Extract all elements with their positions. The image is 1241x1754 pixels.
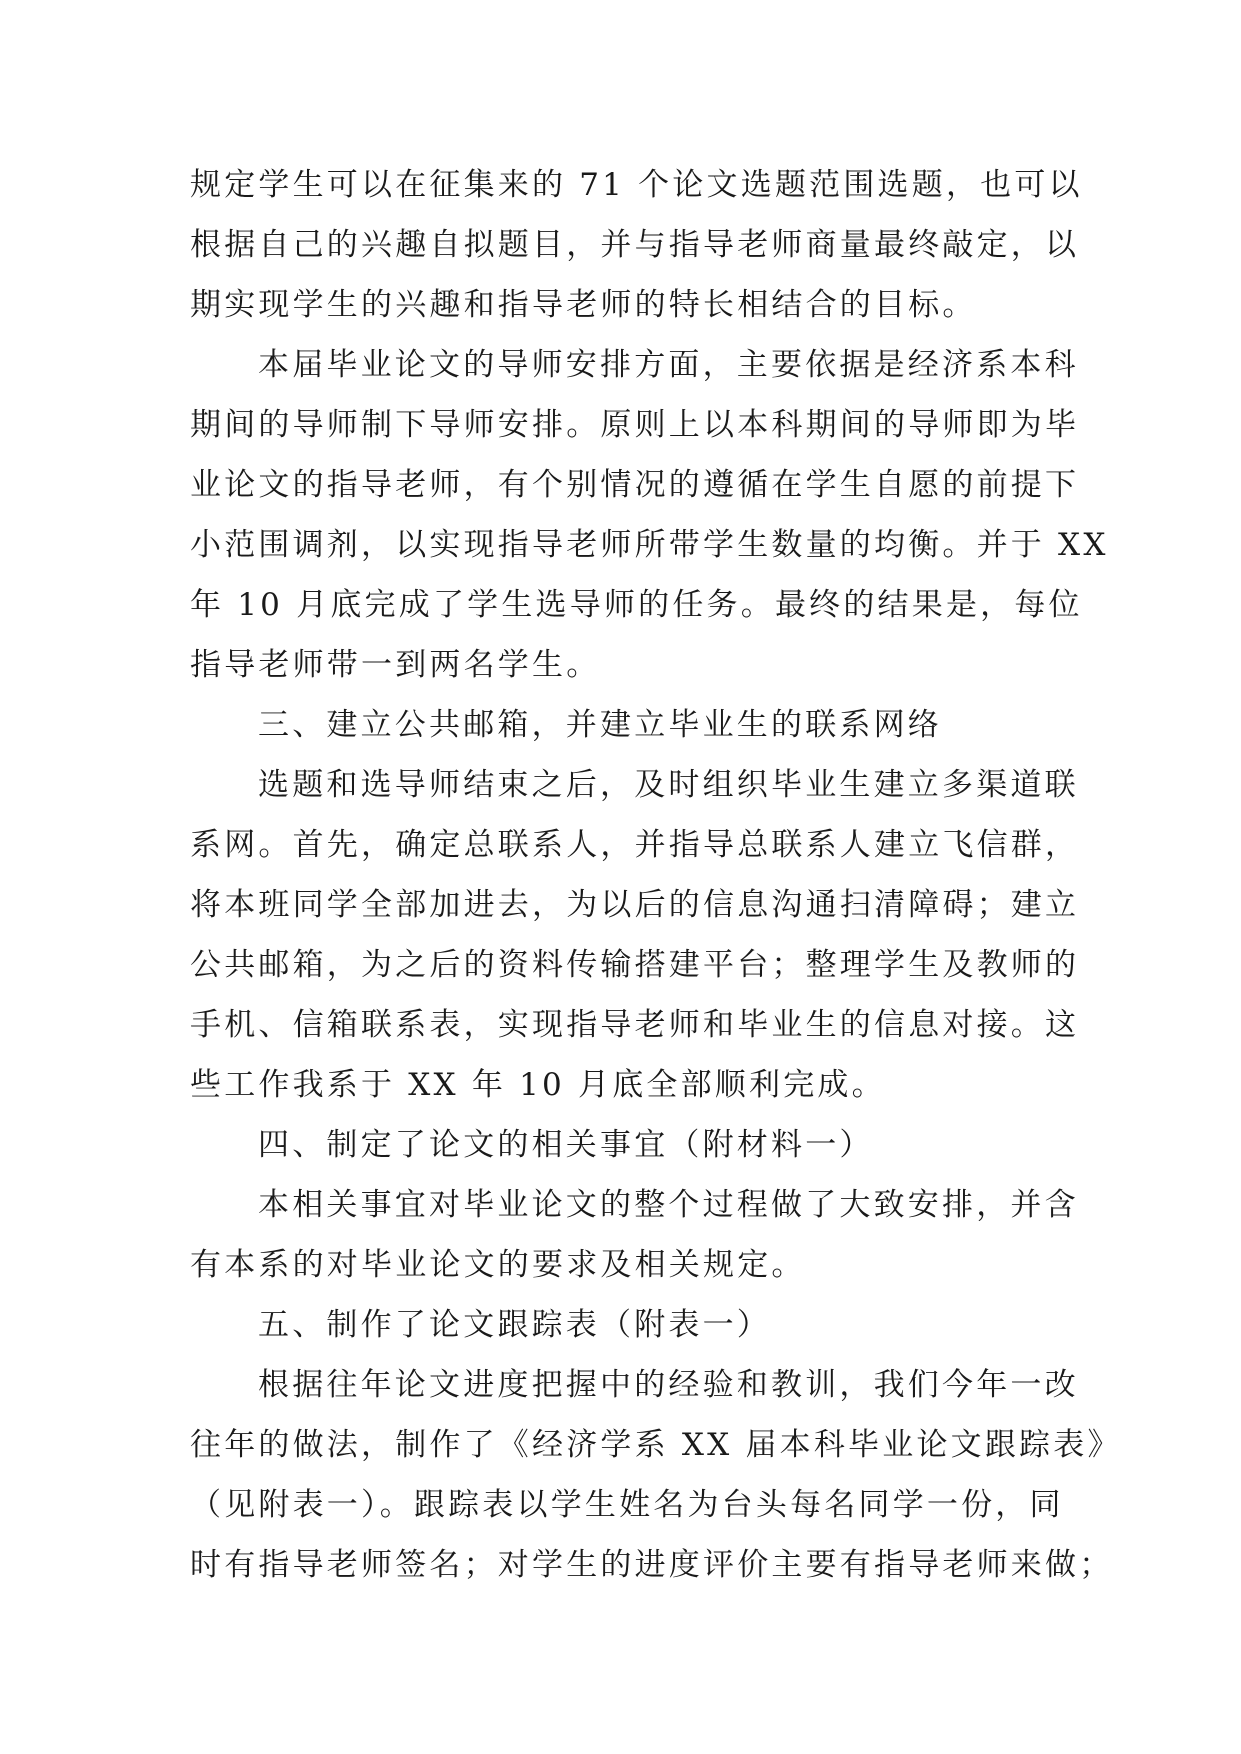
section-heading: 三、建立公共邮箱，并建立毕业生的联系网络 [258, 707, 942, 743]
text-line: 小范围调剂，以实现指导老师所带学生数量的均衡。并于 XX [190, 527, 1109, 563]
text-line: 将本班同学全部加进去，为以后的信息沟通扫清障碍；建立 [190, 887, 1080, 923]
text-line: 根据往年论文进度把握中的经验和教训，我们今年一改 [258, 1367, 1079, 1403]
text-line: 选题和选导师结束之后，及时组织毕业生建立多渠道联 [258, 767, 1079, 803]
paragraph-advisor-arrangement [190, 335, 1109, 695]
section-heading-4 [190, 1115, 1090, 1175]
text-line: 根据自己的兴趣自拟题目，并与指导老师商量最终敲定，以 [190, 227, 1080, 263]
text-line: 年 10 月底完成了学生选导师的任务。最终的结果是，每位 [190, 587, 1083, 623]
text-line: 期实现学生的兴趣和指导老师的特长相结合的目标。 [190, 287, 977, 323]
text-line: 指导老师带一到两名学生。 [190, 647, 601, 683]
text-line: 本相关事宜对毕业论文的整个过程做了大致安排，并含 [258, 1187, 1079, 1223]
text-line: 公共邮箱，为之后的资料传输搭建平台；整理学生及教师的 [190, 947, 1080, 983]
text-line: （见附表一）。跟踪表以学生姓名为台头每名同学一份，同 [190, 1487, 1064, 1523]
text-line: 期间的导师制下导师安排。原则上以本科期间的导师即为毕 [190, 407, 1080, 443]
text-line: 手机、信箱联系表，实现指导老师和毕业生的信息对接。这 [190, 1007, 1080, 1043]
text-line: 系网。首先，确定总联系人，并指导总联系人建立飞信群， [190, 827, 1080, 863]
paragraph-tracking-table [190, 1355, 1122, 1595]
text-line: 规定学生可以在征集来的 71 个论文选题范围选题，也可以 [190, 167, 1083, 203]
paragraph-contact-network [190, 755, 1090, 1115]
text-line: 些工作我系于 XX 年 10 月底全部顺利完成。 [190, 1067, 886, 1103]
section-heading-3 [190, 695, 1090, 755]
text-line: 本届毕业论文的导师安排方面，主要依据是经济系本科 [258, 347, 1079, 383]
paragraph-topic-selection [190, 155, 1090, 335]
section-heading: 四、制定了论文的相关事宜（附材料一） [258, 1127, 874, 1163]
section-heading-5 [190, 1295, 1090, 1355]
text-line: 时有指导老师签名；对学生的进度评价主要有指导老师来做； [190, 1547, 1114, 1583]
section-heading: 五、制作了论文跟踪表（附表一） [258, 1307, 771, 1343]
text-line: 往年的做法，制作了《经济学系 XX 届本科毕业论文跟踪表》 [190, 1427, 1122, 1463]
text-line: 有本系的对毕业论文的要求及相关规定。 [190, 1247, 806, 1283]
document-body [190, 155, 1122, 1595]
paragraph-related-matters [190, 1175, 1090, 1295]
text-line: 业论文的指导老师，有个别情况的遵循在学生自愿的前提下 [190, 467, 1080, 503]
